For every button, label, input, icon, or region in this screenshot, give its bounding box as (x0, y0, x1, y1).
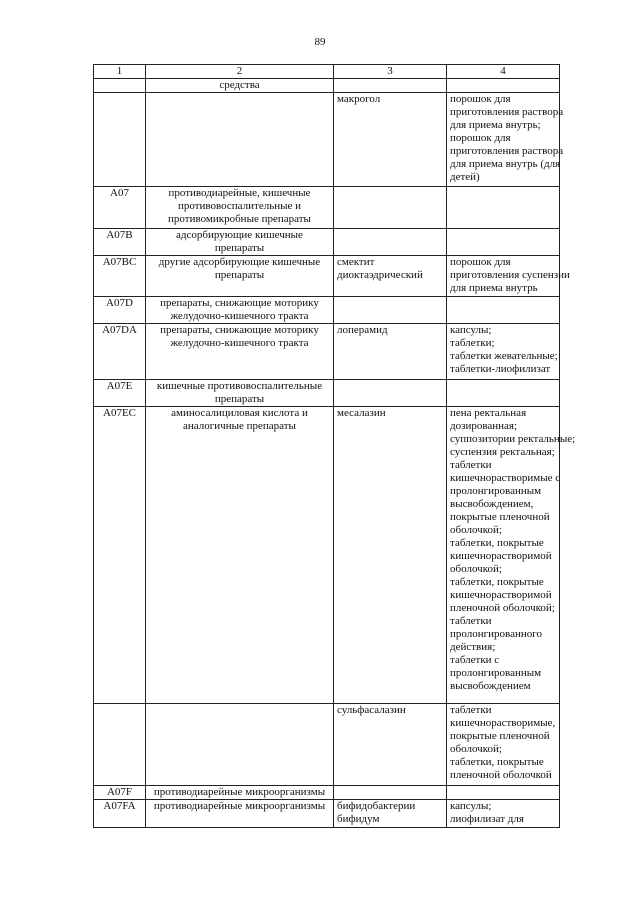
cell-text-line: таблетки жевательные; (450, 350, 558, 362)
dosage-form-cell (447, 407, 576, 704)
cell-text-line: смектит (337, 256, 375, 268)
drug-table (93, 64, 576, 828)
drug-name-cell (334, 407, 447, 704)
dosage-form-cell (447, 79, 560, 93)
cell-text-line: желудочно-кишечного тракта (170, 337, 309, 349)
cell-text-line: капсулы; (450, 324, 492, 336)
drug-name-cell (334, 324, 447, 380)
atc-code-cell: A07BC (94, 256, 146, 297)
cell-text-line: кишечнорастворимые, (450, 717, 556, 729)
dosage-form-cell (447, 800, 560, 828)
cell-text-line: таблетки (450, 704, 492, 716)
dosage-form-cell (447, 93, 564, 187)
table-row (94, 256, 560, 297)
atc-code-cell: A07D (94, 297, 146, 324)
cell-text-line: высвобождением (450, 680, 531, 692)
cell-text-line: таблетки-лиофилизат (450, 363, 551, 375)
cell-text-line: оболочкой; (450, 524, 502, 536)
cell-text-line: кишечные противовоспалительные (156, 380, 323, 392)
atc-code-cell: A07F (94, 786, 146, 800)
cell-text-line: порошок для (450, 256, 511, 268)
cell-text-line: диоктаэдрический (337, 269, 423, 281)
cell-text-line: пленочной оболочкой; (450, 602, 555, 614)
cell-text-line: приготовления суспензии (450, 269, 570, 281)
table-row (94, 786, 560, 800)
cell-text-line: таблетки, покрытые (450, 537, 544, 549)
cell-text-line: детей) (450, 171, 480, 183)
drug-name-cell (334, 229, 447, 256)
header-col-2: 2 (146, 65, 334, 79)
cell-text-line: пролонгированным (450, 667, 542, 679)
drug-name-cell (334, 786, 447, 800)
cell-text-line: для приема внутрь (для (450, 158, 561, 170)
drug-name-cell (334, 187, 447, 229)
cell-text-line: пена ректальная (450, 407, 527, 419)
cell-text-line: покрытые пленочной (450, 511, 550, 523)
cell-text-line: таблетки (450, 459, 492, 471)
dosage-form-cell (447, 380, 560, 407)
cell-text-line: кишечнорастворимой (450, 550, 552, 562)
cell-text-line: для приема внутрь (450, 282, 538, 294)
drug-name-cell (334, 93, 447, 187)
cell-text-line: бифидобактерии (337, 800, 416, 812)
table-row (94, 229, 560, 256)
table-body (94, 65, 576, 828)
cell-text-line: лиофилизат для (450, 813, 524, 825)
cell-text-line: бифидум (337, 813, 380, 825)
atc-code-cell (94, 704, 146, 786)
table-row (94, 407, 560, 704)
cell-text-line: действия; (450, 641, 496, 653)
cell-text-line: препараты (214, 393, 265, 405)
cell-text-line: таблетки с (450, 654, 500, 666)
cell-text-line: макрогол (337, 93, 381, 105)
table-row (94, 324, 560, 380)
group-name-cell (146, 407, 334, 704)
table-row (94, 187, 560, 229)
group-name-cell (146, 800, 334, 828)
drug-name-cell (334, 297, 447, 324)
cell-text-line: желудочно-кишечного тракта (170, 310, 309, 322)
cell-text-line: средства (219, 79, 260, 91)
cell-text-line: кишечнорастворимые с (450, 472, 561, 484)
group-name-cell (146, 786, 334, 800)
dosage-form-cell (447, 324, 560, 380)
dosage-form-cell (447, 256, 570, 297)
cell-text-line: таблетки (450, 615, 492, 627)
atc-code-cell: A07FA (94, 800, 146, 828)
cell-text-line: другие адсорбирующие кишечные (158, 256, 321, 268)
cell-text-line: приготовления раствора (450, 106, 564, 118)
header-col-3: 3 (334, 65, 447, 79)
cell-text-line: порошок для (450, 93, 511, 105)
table-row (94, 93, 560, 187)
atc-code-cell: A07 (94, 187, 146, 229)
table-row (94, 297, 560, 324)
cell-text-line: аналогичные препараты (183, 420, 296, 432)
header-col-1: 1 (94, 65, 146, 79)
dosage-form-cell (447, 229, 560, 256)
page-number: 89 (314, 36, 326, 48)
dosage-form-cell (447, 786, 560, 800)
cell-text-line: препараты, снижающие моторику (160, 297, 319, 309)
cell-text-line: покрытые пленочной (450, 730, 550, 742)
group-name-cell (146, 256, 334, 297)
atc-code-cell: A07B (94, 229, 146, 256)
dosage-form-cell (447, 187, 560, 229)
group-name-cell (146, 324, 334, 380)
atc-code-cell (94, 93, 146, 187)
drug-name-cell (334, 800, 447, 828)
group-name-cell (146, 297, 334, 324)
cell-text-line: приготовления раствора (450, 145, 564, 157)
cell-text-line: для приема внутрь; (450, 119, 541, 131)
cell-text-line: капсулы; (450, 800, 492, 812)
cell-text-line: противодиарейные, кишечные (168, 187, 311, 199)
header-col-4: 4 (447, 65, 560, 79)
drug-name-cell (334, 79, 447, 93)
cell-text-line: порошок для (450, 132, 511, 144)
cell-text-line: таблетки, покрытые (450, 576, 544, 588)
group-name-cell (146, 79, 334, 93)
cell-text-line: таблетки, покрытые (450, 756, 544, 768)
group-name-cell (146, 93, 334, 187)
cell-text-line: суспензия ректальная; (450, 446, 555, 458)
cell-text-line: препараты (214, 269, 265, 281)
cell-text-line: пленочной оболочкой (450, 769, 552, 781)
group-name-cell (146, 229, 334, 256)
cell-text-line: оболочкой; (450, 743, 502, 755)
cell-text-line: сульфасалазин (337, 704, 406, 716)
drug-name-cell (334, 256, 447, 297)
group-name-cell (146, 187, 334, 229)
drug-name-cell (334, 380, 447, 407)
cell-text-line: высвобождением, (450, 498, 534, 510)
cell-text-line: противодиарейные микроорганизмы (153, 786, 326, 798)
cell-text-line: препараты, снижающие моторику (160, 324, 319, 336)
table-row (94, 704, 560, 786)
table-row (94, 380, 560, 407)
cell-text-line: аминосалициловая кислота и (171, 407, 308, 419)
cell-text-line: пролонгированным (450, 485, 542, 497)
cell-text-line: суппозитории ректальные; (450, 433, 576, 445)
table-row (94, 79, 560, 93)
cell-text-line: кишечнорастворимой (450, 589, 552, 601)
dosage-form-cell (447, 297, 560, 324)
cell-text-line: препараты (214, 242, 265, 254)
atc-code-cell: A07E (94, 380, 146, 407)
atc-code-cell: A07DA (94, 324, 146, 380)
cell-text-line: противовоспалительные и (177, 200, 302, 212)
table-row (94, 800, 560, 828)
dosage-form-cell (447, 704, 560, 786)
cell-text-line: таблетки; (450, 337, 495, 349)
cell-text-line: месалазин (337, 407, 386, 419)
group-name-cell (146, 704, 334, 786)
cell-text-line: оболочкой; (450, 563, 502, 575)
cell-text-line: дозированная; (450, 420, 518, 432)
cell-text-line: противодиарейные микроорганизмы (153, 800, 326, 812)
atc-code-cell (94, 79, 146, 93)
atc-code-cell: A07EC (94, 407, 146, 704)
cell-text-line: противомикробные препараты (168, 213, 311, 225)
cell-text-line: пролонгированного (450, 628, 542, 640)
drug-name-cell (334, 704, 447, 786)
cell-text-line: лоперамид (337, 324, 388, 336)
header-row (94, 65, 560, 79)
cell-text-line: адсорбирующие кишечные (176, 229, 303, 241)
group-name-cell (146, 380, 334, 407)
